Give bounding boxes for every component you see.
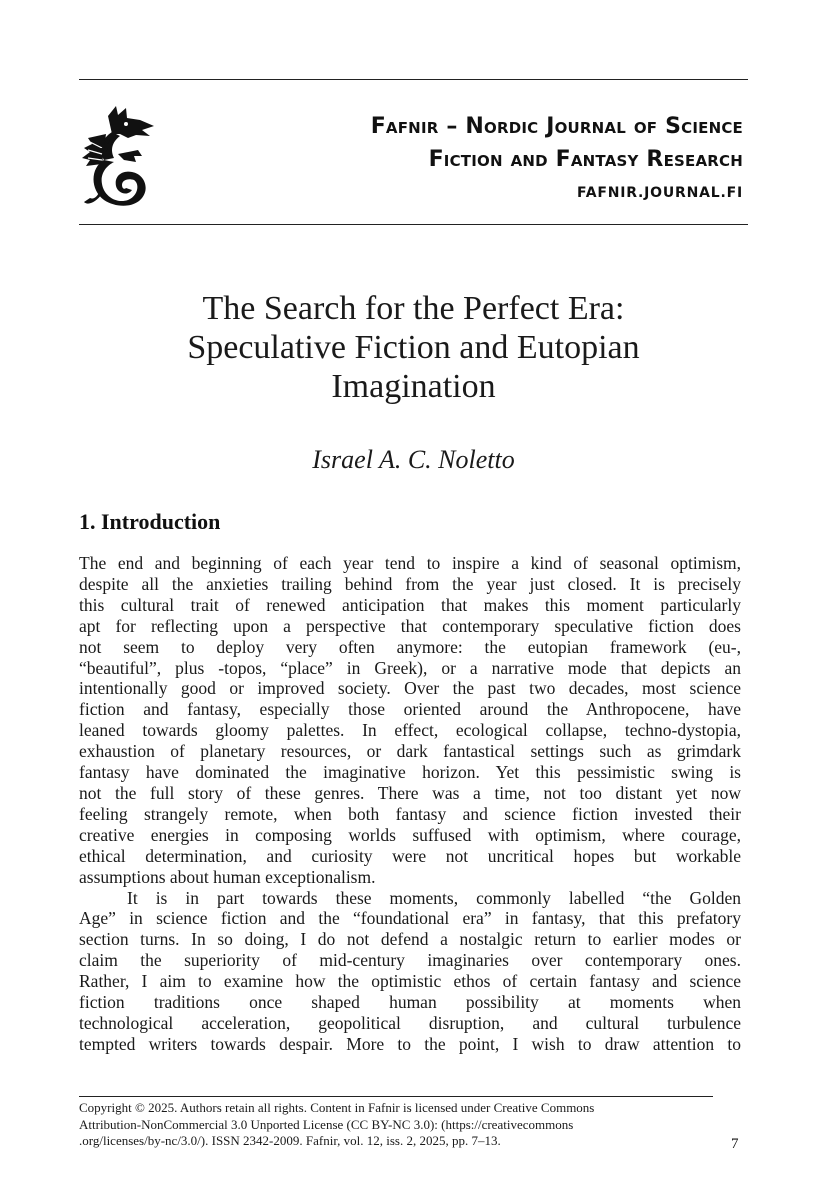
body-line: intentionally good or improved society. Over the past two decades, most science <box>79 678 741 699</box>
footer-rule <box>79 1096 713 1097</box>
body-line: claim the superiority of mid-century imaginaries over contemporary ones. <box>79 950 741 971</box>
section-heading: 1. Introduction <box>79 509 221 534</box>
body-line: fiction traditions once shaped human possibility at moments when <box>79 992 741 1013</box>
journal-url[interactable]: FAFNIR.JOURNAL.FI <box>576 185 743 201</box>
body-line: this cultural trait of renewed anticipation that makes this moment particularly <box>79 594 741 615</box>
title-line: The Search for the Perfect Era: <box>202 290 625 327</box>
journal-masthead <box>371 110 743 203</box>
header-top-rule <box>79 79 748 80</box>
body-line: tempted writers towards despair. More to the point, I wish to draw attention to <box>79 1033 741 1054</box>
title-line: Speculative Fiction and Eutopian <box>187 329 640 366</box>
body-line: section turns. In so doing, I do not defend a nostalgic return to earlier modes or <box>79 929 741 950</box>
page-number: 7 <box>731 1136 739 1152</box>
article-body <box>79 553 741 1055</box>
body-line: leaned towards gloomy palettes. In effect, ecological collapse, techno-dystopia, <box>79 720 741 741</box>
body-line: fiction and fantasy, especially those oriented around the Anthropocene, have <box>79 699 741 720</box>
body-line: ethical determination, and curiosity were not uncritical hopes but workable <box>79 845 741 866</box>
body-line: Rather, I aim to examine how the optimistic ethos of certain fantasy and science <box>79 971 741 992</box>
body-line: apt for reflecting upon a perspective that contemporary speculative fiction does <box>79 615 741 636</box>
copyright-footer <box>79 1100 741 1150</box>
footer-line: Attribution-NonCommercial 3.0 Unported License (CC BY-NC 3.0): (https://creativecommons <box>79 1116 574 1132</box>
header-bottom-rule <box>79 224 748 225</box>
body-line: despite all the anxieties trailing behind from the year just closed. It is precisely <box>79 573 741 594</box>
body-line: technological acceleration, geopolitical disruption, and cultural turbulence <box>79 1012 741 1033</box>
body-line: “beautiful”, plus -topos, “place” in Greek), or a narrative mode that depicts an <box>79 657 741 678</box>
dragon-logo-icon <box>80 104 160 216</box>
body-line: not the full story of these genres. There was a time, not too distant yet now <box>79 782 741 803</box>
body-line: It is in part towards these moments, commonly labelled “the Golden <box>127 887 741 908</box>
body-line: The end and beginning of each year tend to inspire a kind of seasonal optimism, <box>79 553 741 573</box>
body-line: feeling strangely remote, when both fantasy and science fiction invested their <box>79 803 741 824</box>
footer-line: Copyright © 2025. Authors retain all rights. Content in Fafnir is licensed under Creative Commons <box>79 1100 595 1115</box>
body-line: creative energies in composing worlds suffused with optimism, where courage, <box>79 824 741 845</box>
body-line: fantasy have dominated the imaginative horizon. Yet this pessimistic swing is <box>79 762 741 783</box>
title-line: Imagination <box>331 368 496 405</box>
article-title <box>79 289 748 406</box>
body-line: exhaustion of planetary resources, or dark fantastical settings such as grimdark <box>79 741 741 762</box>
footer-line: .org/licenses/by-nc/3.0/). ISSN 2342-2009. Fafnir, vol. 12, iss. 2, 2025, pp. 7–13. <box>79 1133 501 1148</box>
article-author: Israel A. C. Noletto <box>312 445 515 474</box>
body-line: assumptions about human exceptionalism. <box>79 866 376 887</box>
journal-title-line-1: Fafnir – Nordic Journal of Science <box>370 114 743 139</box>
body-line: not seem to deploy very often anymore: the eutopian framework (eu-, <box>79 636 741 657</box>
journal-title-line-2: Fiction and Fantasy Research <box>428 147 743 172</box>
body-line: Age” in science fiction and the “foundational era” in fantasy, that this prefatory <box>79 908 741 929</box>
